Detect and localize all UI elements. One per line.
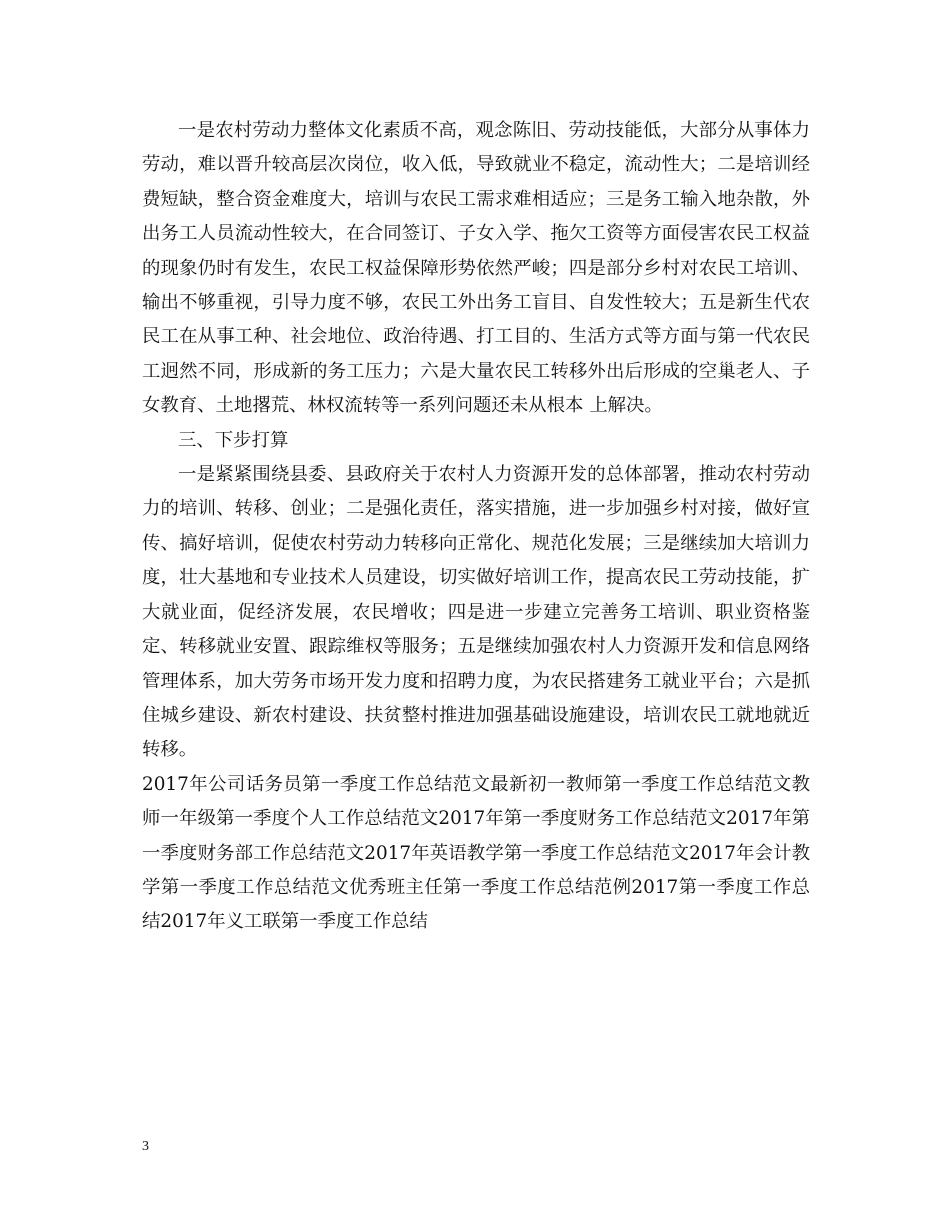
paragraph-problems: 一是农村劳动力整体文化素质不高，观念陈旧、劳动技能低，大部分从事体力劳动，难以晋升较高层次岗位，收入低，导致就业不稳定，流动性大；二是培训经费短缺，整合资金难度大，培训与农民工需求难相适应；三是务工输入地杂散，外出务工人员流动性较大，在合同签订、子女入学、拖欠工资等方面侵害农民工权益的现象仍时有发生，农民工权益保障形势依然严峻；四是部分乡村对农民工培训、输出不够重视，引导力度不够，农民工外出务工盲目、自发性较大；五是新生代农民工在从事工种、社会地位、政治待遇、打工目的、生活方式等方面与第一代农民工迥然不同，形成新的务工压力；六是大量农民工转移外出后形成的空巢老人、子女教育、土地撂荒、林权流转等一系列问题还未从根本 上解决。 [142,120,810,417]
document-body [142,114,810,940]
paragraph-next-steps: 一是紧紧围绕县委、县政府关于农村人力资源开发的总体部署，推动农村劳动力的培训、转移、创业；二是强化责任，落实措施，进一步加强乡村对接，做好宣传、搞好培训，促使农村劳动力转移向正常化、规范化发展；三是继续加大培训力度，壮大基地和专业技术人员建设，切实做好培训工作，提高农民工劳动技能，扩大就业面，促经济发展，农民增收；四是进一步建立完善务工培训、职业资格鉴定、转移就业安置、跟踪维权等服务；五是继续加强农村人力资源开发和信息网络管理体系，加大劳务市场开发力度和招聘力度，为农民搭建务工就业平台；六是抓住城乡建设、新农村建设、扶贫整村推进加强基础设施建设，培训农民工就地就近转移。 [142,464,810,761]
page-number: 3 [142,1139,149,1154]
section-heading-next-steps: 三、下步打算 [178,429,289,451]
paragraph-related-links: 2017年公司话务员第一季度工作总结范文最新初一教师第一季度工作总结范文教师一年级第一季度个人工作总结范文2017年第一季度财务工作总结范文2017年第一季度财务部工作总结范文2017年英语教学第一季度工作总结范文2017年会计教学第一季度工作总结范文优秀班主任第一季度工作总结范例2017第一季度工作总结2017年义工联第一季度工作总结 [142,773,810,933]
